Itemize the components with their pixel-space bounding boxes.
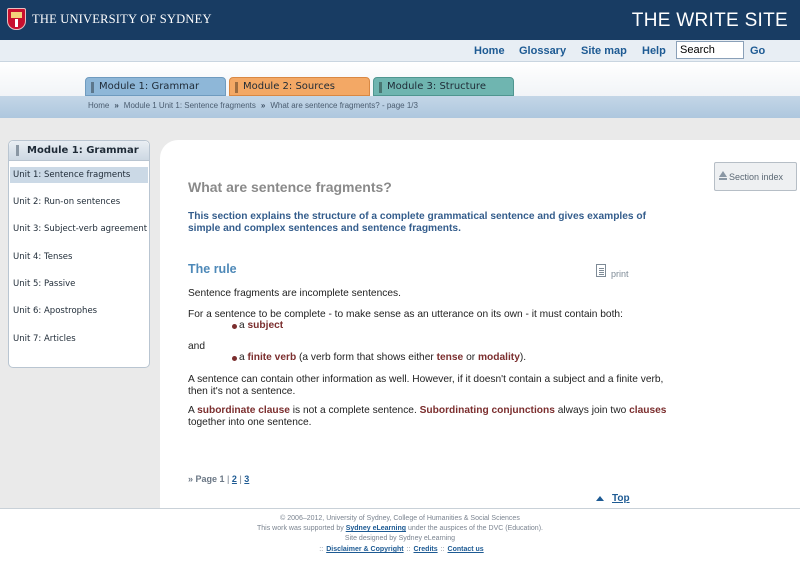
breadcrumb-unit-link[interactable]: Module 1 Unit 1: Sentence fragments xyxy=(123,101,256,110)
footer-text: This work was supported by xyxy=(257,525,346,532)
paragraph-3: A sentence can contain other information as well. However, if it doesn't contain a subject and a finite verb, then it's not a sentence. xyxy=(188,374,664,397)
breadcrumb-home-link[interactable]: Home xyxy=(88,101,110,110)
p4-text: always join two xyxy=(554,405,630,416)
university-logo[interactable] xyxy=(7,8,212,30)
site-header xyxy=(0,0,800,40)
search-input[interactable] xyxy=(676,41,744,59)
bullet-text: a xyxy=(239,352,248,363)
bullet-icon xyxy=(232,356,237,361)
page-separator: | xyxy=(239,474,242,484)
sidebar-item-unit-4[interactable]: Unit 4: Tenses xyxy=(13,252,73,262)
search-go-button[interactable]: Go xyxy=(750,45,766,57)
breadcrumb-bar xyxy=(0,96,800,118)
top-label: Top xyxy=(612,493,630,504)
paragraph-2: For a sentence to be complete - to make sense as an utterance on its own - it must contain both: xyxy=(188,309,623,320)
bullet-icon xyxy=(232,324,237,329)
site-footer xyxy=(0,508,800,563)
print-label: print xyxy=(611,269,629,279)
footer-designer: Site designed by Sydney eLearning xyxy=(344,535,456,542)
print-link[interactable] xyxy=(596,262,629,279)
tab-module-1-grammar[interactable]: Module 1: Grammar xyxy=(85,77,226,96)
bullet-text: or xyxy=(463,352,478,363)
page-separator: | xyxy=(227,474,230,484)
paragraph-1: Sentence fragments are incomplete sentences. xyxy=(188,288,401,299)
sidebar-item-unit-2[interactable]: Unit 2: Run-on sentences xyxy=(13,197,121,207)
sidebar-item-unit-1[interactable]: Unit 1: Sentence fragments xyxy=(10,167,148,183)
tab-module-3-structure[interactable]: Module 3: Structure xyxy=(373,77,514,96)
nav-glossary-link[interactable]: Glossary xyxy=(519,45,567,57)
footer-disclaimer-link[interactable]: Disclaimer & Copyright xyxy=(326,546,404,553)
rule-heading: The rule xyxy=(188,262,237,276)
current-page-label: » Page 1 xyxy=(188,474,225,484)
breadcrumb xyxy=(88,101,418,110)
page-title: What are sentence fragments? xyxy=(188,179,392,195)
tab-module-2-sources[interactable]: Module 2: Sources xyxy=(229,77,370,96)
print-icon xyxy=(596,264,606,277)
nav-home-link[interactable]: Home xyxy=(474,45,505,57)
bullet-text: (a verb form that shows either xyxy=(296,352,437,363)
footer-support-line xyxy=(0,525,800,532)
section-index-button[interactable] xyxy=(714,162,797,191)
glossary-term-modality[interactable]: modality xyxy=(477,352,520,363)
breadcrumb-current-page: What are sentence fragments? - page 1/3 xyxy=(270,101,418,110)
site-title[interactable]: THE WRITE SITE xyxy=(631,10,788,31)
nav-help-link[interactable]: Help xyxy=(642,45,666,57)
arrow-up-icon xyxy=(596,496,604,501)
glossary-term-subordinate-clause[interactable]: subordinate clause xyxy=(197,405,290,416)
sydney-elearning-link[interactable]: Sydney eLearning xyxy=(345,525,407,532)
page-2-link[interactable]: 2 xyxy=(231,474,237,484)
p4-text: A xyxy=(188,405,198,416)
paragraph-4 xyxy=(188,405,678,429)
p4-text: together into one sentence. xyxy=(188,417,312,428)
arrow-up-icon xyxy=(719,171,727,177)
footer-text: under the auspices of the DVC (Education). xyxy=(406,525,543,532)
bullet-finite-verb xyxy=(239,352,526,364)
p4-text: is not a complete sentence. xyxy=(289,405,420,416)
university-name: THE UNIVERSITY OF SYDNEY xyxy=(32,11,212,26)
breadcrumb-separator: » xyxy=(260,101,266,110)
back-to-top-link[interactable] xyxy=(596,493,630,504)
sidebar-item-unit-6[interactable]: Unit 6: Apostrophes xyxy=(13,306,98,316)
module-sidebar xyxy=(8,140,150,368)
sidebar-item-unit-5[interactable]: Unit 5: Passive xyxy=(13,279,76,289)
sidebar-item-unit-7[interactable]: Unit 7: Articles xyxy=(13,334,76,344)
footer-credits-link[interactable]: Credits xyxy=(413,546,438,553)
section-index-label: Section index xyxy=(729,172,784,182)
bullet-text: a xyxy=(239,320,248,331)
footer-copyright: © 2006–2012, University of Sydney, College of Humanities & Social Sciences xyxy=(280,515,520,522)
glossary-term-tense[interactable]: tense xyxy=(436,352,464,363)
breadcrumb-separator: » xyxy=(114,101,119,110)
bullet-subject xyxy=(239,320,283,332)
footer-contact-link[interactable]: Contact us xyxy=(447,546,484,553)
page-3-link[interactable]: 3 xyxy=(244,474,250,484)
footer-link-separator: :: xyxy=(406,546,411,553)
pagination xyxy=(188,474,249,484)
glossary-term-clauses[interactable]: clauses xyxy=(629,405,667,416)
footer-link-separator: :: xyxy=(319,546,324,553)
bullet-text: ). xyxy=(519,352,527,363)
university-crest-icon xyxy=(7,8,26,30)
intro-text: This section explains the structure of a complete grammatical sentence and gives examples of simple and complex sentences and sentence fragments. xyxy=(188,211,647,234)
footer-link-separator: :: xyxy=(440,546,445,553)
and-text: and xyxy=(188,341,205,352)
glossary-term-finite-verb[interactable]: finite verb xyxy=(247,352,297,363)
glossary-term-subject[interactable]: subject xyxy=(247,320,284,331)
nav-sitemap-link[interactable]: Site map xyxy=(581,45,627,57)
sidebar-item-unit-3[interactable]: Unit 3: Subject-verb agreement xyxy=(13,224,148,234)
footer-links xyxy=(0,546,800,553)
glossary-term-subordinating-conjunctions[interactable]: Subordinating conjunctions xyxy=(419,405,555,416)
sidebar-heading: Module 1: Grammar xyxy=(9,141,149,161)
